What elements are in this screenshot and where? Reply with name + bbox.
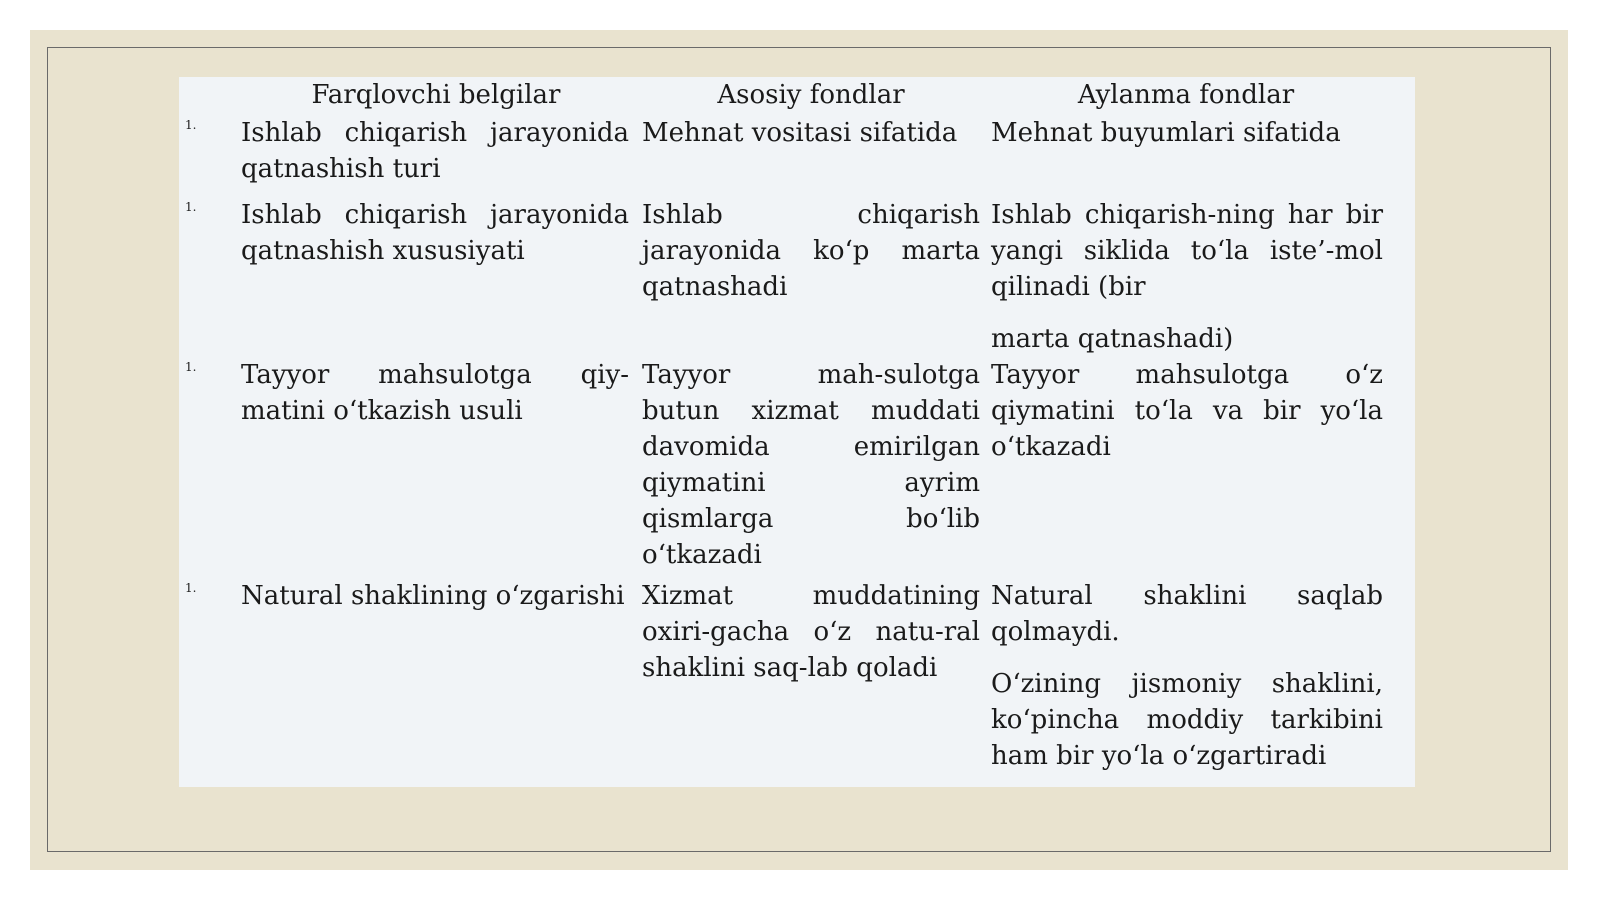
comparison-table — [179, 77, 1415, 787]
slide-background — [30, 30, 1568, 870]
row1-criteria: Ishlab chiqarish jarayonida qatnashish turi — [241, 118, 629, 184]
row2-working-cont: marta qatnashadi) — [991, 324, 1234, 354]
row1-fixed: Mehnat vositasi sifatida — [642, 118, 958, 148]
row4-working-cont: O‘zining jismoniy shaklini, ko‘pincha moddiy tarkibini ham bir yo‘la o‘zgartiradi — [991, 669, 1383, 771]
row1-working: Mehnat buyumlari sifatida — [991, 118, 1341, 148]
header-fixed-assets: Asosiy fondlar — [717, 80, 905, 110]
row2-criteria: Ishlab chiqarish jarayonida qatnashish xususiyati — [241, 200, 629, 266]
row-number: 1. — [185, 581, 197, 595]
row4-fixed: Xizmat muddatining oxiri-gacha o‘z natu-ral shaklini saq-lab qoladi — [642, 581, 980, 683]
row4-criteria: Natural shaklining o‘zgarishi — [241, 581, 625, 611]
header-criteria: Farqlovchi belgilar — [311, 80, 561, 110]
header-working-assets: Aylanma fondlar — [1077, 80, 1295, 110]
row-number: 1. — [185, 118, 197, 132]
row4-working: Natural shaklini saqlab qolmaydi. — [991, 581, 1383, 647]
row3-fixed: Tayyor mah-sulotga butun xizmat muddati davomida emirilgan qiymatini ayrim qismlarga bo‘lib o‘tkazadi — [642, 360, 980, 570]
row-number: 1. — [185, 360, 197, 374]
row3-criteria: Tayyor mahsulotga qiy-matini o‘tkazish usuli — [241, 360, 629, 426]
row3-working: Tayyor mahsulotga o‘z qiymatini to‘la va bir yo‘la o‘tkazadi — [991, 360, 1383, 462]
row2-working: Ishlab chiqarish-ning har bir yangi siklida to‘la iste’-mol qilinadi (bir — [991, 200, 1383, 302]
row2-fixed: Ishlab chiqarish jarayonida ko‘p marta qatnashadi — [642, 200, 980, 302]
row-number: 1. — [185, 200, 197, 214]
